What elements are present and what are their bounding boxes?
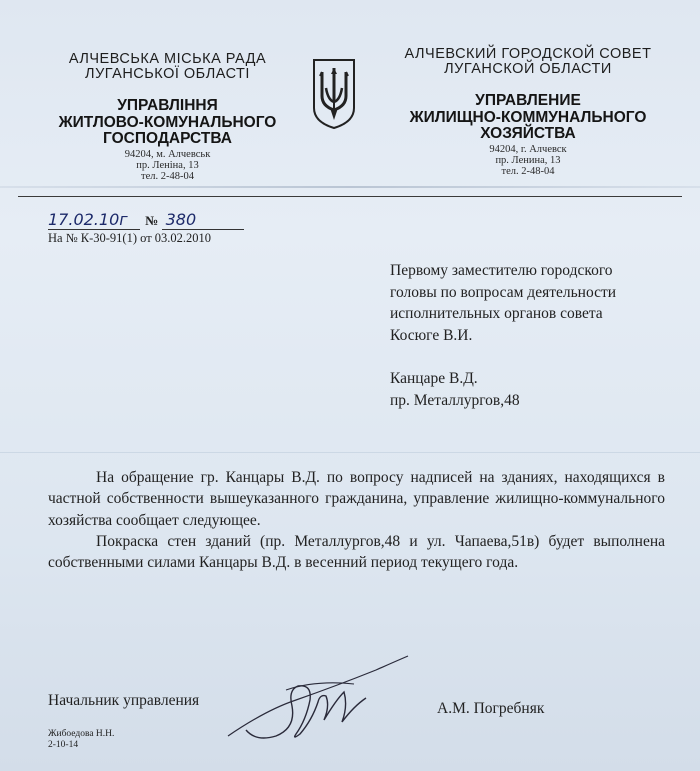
paper-fold [0, 186, 700, 188]
dept-title-rus-line2: ЖИЛИЩНО-КОММУНАЛЬНОГО [409, 108, 647, 126]
body-paragraph: Покраска стен зданий (пр. Металлургов,48 и ул. Чапаева,51в) будет выполнена собственными силами Канцары В.Д. в весенний период текущего года. [48, 532, 665, 572]
handwritten-signature [226, 650, 411, 750]
signatory-title: Начальник управления [48, 692, 200, 709]
recipient-copy-block [390, 368, 690, 411]
address-rus-city: 94204, г. Алчевск [489, 144, 567, 156]
recipient-line: исполнительных органов совета [390, 305, 603, 322]
recipient-line: пр. Металлургов,48 [390, 391, 520, 409]
letterhead-divider [18, 196, 682, 197]
recipient-line: Канцаре В.Д. [390, 370, 478, 387]
dept-title-ukr-line2: ЖИТЛОВО-КОМУНАЛЬНОГО [58, 113, 277, 131]
registration-line [48, 210, 244, 230]
address-rus-street: пр. Ленина, 13 [495, 155, 561, 167]
coat-of-arms-icon [310, 58, 358, 130]
registration-number-label: № [145, 213, 159, 228]
address-ukr-city: 94204, м. Алчевськ [124, 149, 211, 161]
address-ukr-street: пр. Леніна, 13 [136, 160, 199, 172]
reference-line: На № К-30-91(1) от 03.02.2010 [48, 231, 212, 245]
letterhead-right [368, 47, 688, 177]
registration-date: 17.02.10г [48, 210, 140, 230]
signatory-name: А.М. Погребняк [437, 700, 545, 717]
executor-phone: 2-10-14 [48, 740, 79, 750]
executor-name: Жибоедова Н.Н. [48, 729, 115, 739]
letterhead-left [20, 52, 315, 182]
executor-info [48, 729, 114, 751]
letter-body [48, 467, 665, 573]
dept-title-ukr-line1: УПРАВЛІННЯ [117, 97, 218, 115]
dept-title-rus-line3: ХОЗЯЙСТВА [480, 124, 576, 142]
org-region-rus: ЛУГАНСКОЙ ОБЛАСТИ [444, 61, 612, 78]
registration-number: 380 [162, 210, 244, 230]
address-rus-phone: тел. 2-48-04 [501, 166, 555, 178]
paper-fold [0, 452, 700, 453]
recipient-line: Первому заместителю городского [390, 262, 613, 279]
org-name-ukr-line1: АЛЧЕВСЬКА МІСЬКА РАДА [68, 51, 267, 67]
dept-title-rus-line1: УПРАВЛЕНИЕ [475, 92, 581, 110]
org-name-rus-line1: АЛЧЕВСКИЙ ГОРОДСКОЙ СОВЕТ [404, 46, 652, 62]
org-region-ukr: ЛУГАНСЬКОЇ ОБЛАСТІ [85, 66, 250, 83]
address-ukr-phone: тел. 2-48-04 [141, 171, 194, 183]
body-paragraph: На обращение гр. Канцары В.Д. по вопросу надписей на зданиях, находящихся в частной собственности вышеуказанного гражданина, управление жилищно-коммунального хозяйства сообщает следующее. [48, 469, 665, 529]
recipient-block [390, 260, 690, 346]
dept-title-ukr-line3: ГОСПОДАРСТВА [103, 129, 232, 147]
recipient-line: Косюге В.И. [390, 326, 473, 344]
recipient-line: головы по вопросам деятельности [390, 283, 617, 301]
